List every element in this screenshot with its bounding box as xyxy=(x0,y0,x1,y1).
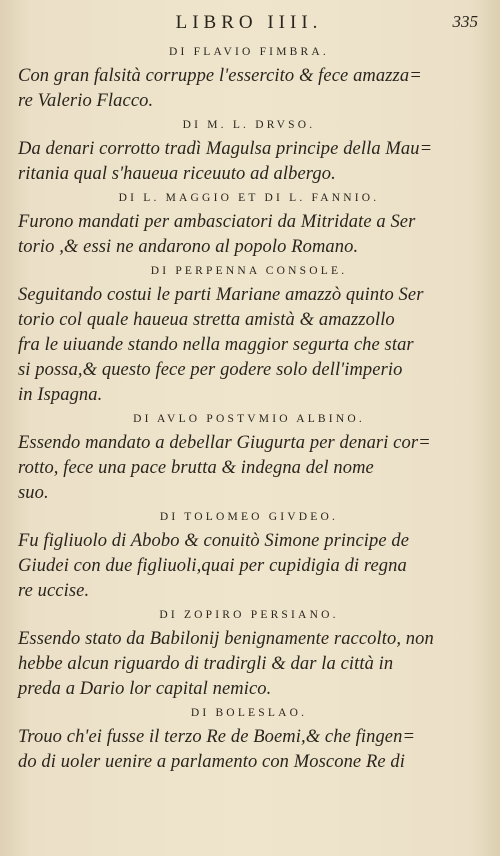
text-line: Essendo stato da Babilonij benignamente raccolto, non xyxy=(18,629,434,649)
entry-m-l-druso xyxy=(18,117,480,187)
entry-heading: DI M. L. DRVSO. xyxy=(182,119,316,131)
entry-heading: DI FLAVIO FIMBRA. xyxy=(169,46,329,58)
text-line: Da denari corrotto tradì Magulsa principe della Mau= xyxy=(18,139,433,159)
text-line: Essendo mandato a debellar Giugurta per denari cor= xyxy=(18,433,431,453)
entry-heading: DI TOLOMEO GIVDEO. xyxy=(159,511,339,523)
text-line: rotto, fece una pace brutta & indegna del nome xyxy=(18,458,374,478)
entry-heading: DI ZOPIRO PERSIANO. xyxy=(159,609,339,621)
entry-heading: DI L. MAGGIO ET DI L. FANNIO. xyxy=(118,192,380,204)
text-line: fra le uiuande stando nella maggior segurta che star xyxy=(18,335,414,355)
entry-flavio-fimbra xyxy=(18,44,480,114)
text-line: Con gran falsità corruppe l'essercito & fece amazza= xyxy=(18,66,422,86)
entry-zopiro-persiano xyxy=(18,607,480,702)
text-line: in Ispagna. xyxy=(18,385,103,405)
entry-heading: DI PERPENNA CONSOLE. xyxy=(150,265,348,277)
entry-heading: DI BOLESLAO. xyxy=(190,707,308,719)
running-head xyxy=(18,8,480,42)
text-line: re uccise. xyxy=(18,581,90,601)
text-line: ritania qual s'haueua riceuuto ad albergo. xyxy=(18,164,336,184)
text-line: Giudei con due figliuoli,quai per cupidigia di regna xyxy=(18,556,407,576)
text-line: do di uoler uenire a parlamento con Moscone Re di xyxy=(18,752,405,772)
entry-aulo-postumio-albino xyxy=(18,411,480,506)
text-line: hebbe alcun riguardo di tradirgli & dar la città in xyxy=(18,654,394,674)
entry-heading: DI AVLO POSTVMIO ALBINO. xyxy=(133,413,365,425)
text-line: Seguitando costui le parti Mariane amazzò quinto Ser xyxy=(18,285,424,305)
text-line: torio col quale haueua stretta amistà & amazzollo xyxy=(18,310,395,330)
entry-boleslao xyxy=(18,705,480,775)
text-line: Trouo ch'ei fusse il terzo Re de Boemi,& che fingen= xyxy=(18,727,416,747)
text-line: si possa,& questo fece per godere solo dell'imperio xyxy=(18,360,403,380)
text-line: suo. xyxy=(18,483,49,503)
page-number: 335 xyxy=(452,12,478,31)
text-line: Fu figliuolo di Abobo & conuitò Simone principe de xyxy=(18,531,410,551)
entry-perpenna-console xyxy=(18,263,480,408)
text-line: Furono mandati per ambasciatori da Mitridate a Ser xyxy=(18,212,416,232)
text-line: torio ,& essi ne andarono al popolo Romano. xyxy=(18,237,359,257)
text-line: preda a Dario lor capital nemico. xyxy=(18,679,272,699)
text-line: re Valerio Flacco. xyxy=(18,91,154,111)
running-title: LIBRO IIII. xyxy=(175,12,323,33)
entry-maggio-fannio xyxy=(18,190,480,260)
entry-tolomeo-giudeo xyxy=(18,509,480,604)
